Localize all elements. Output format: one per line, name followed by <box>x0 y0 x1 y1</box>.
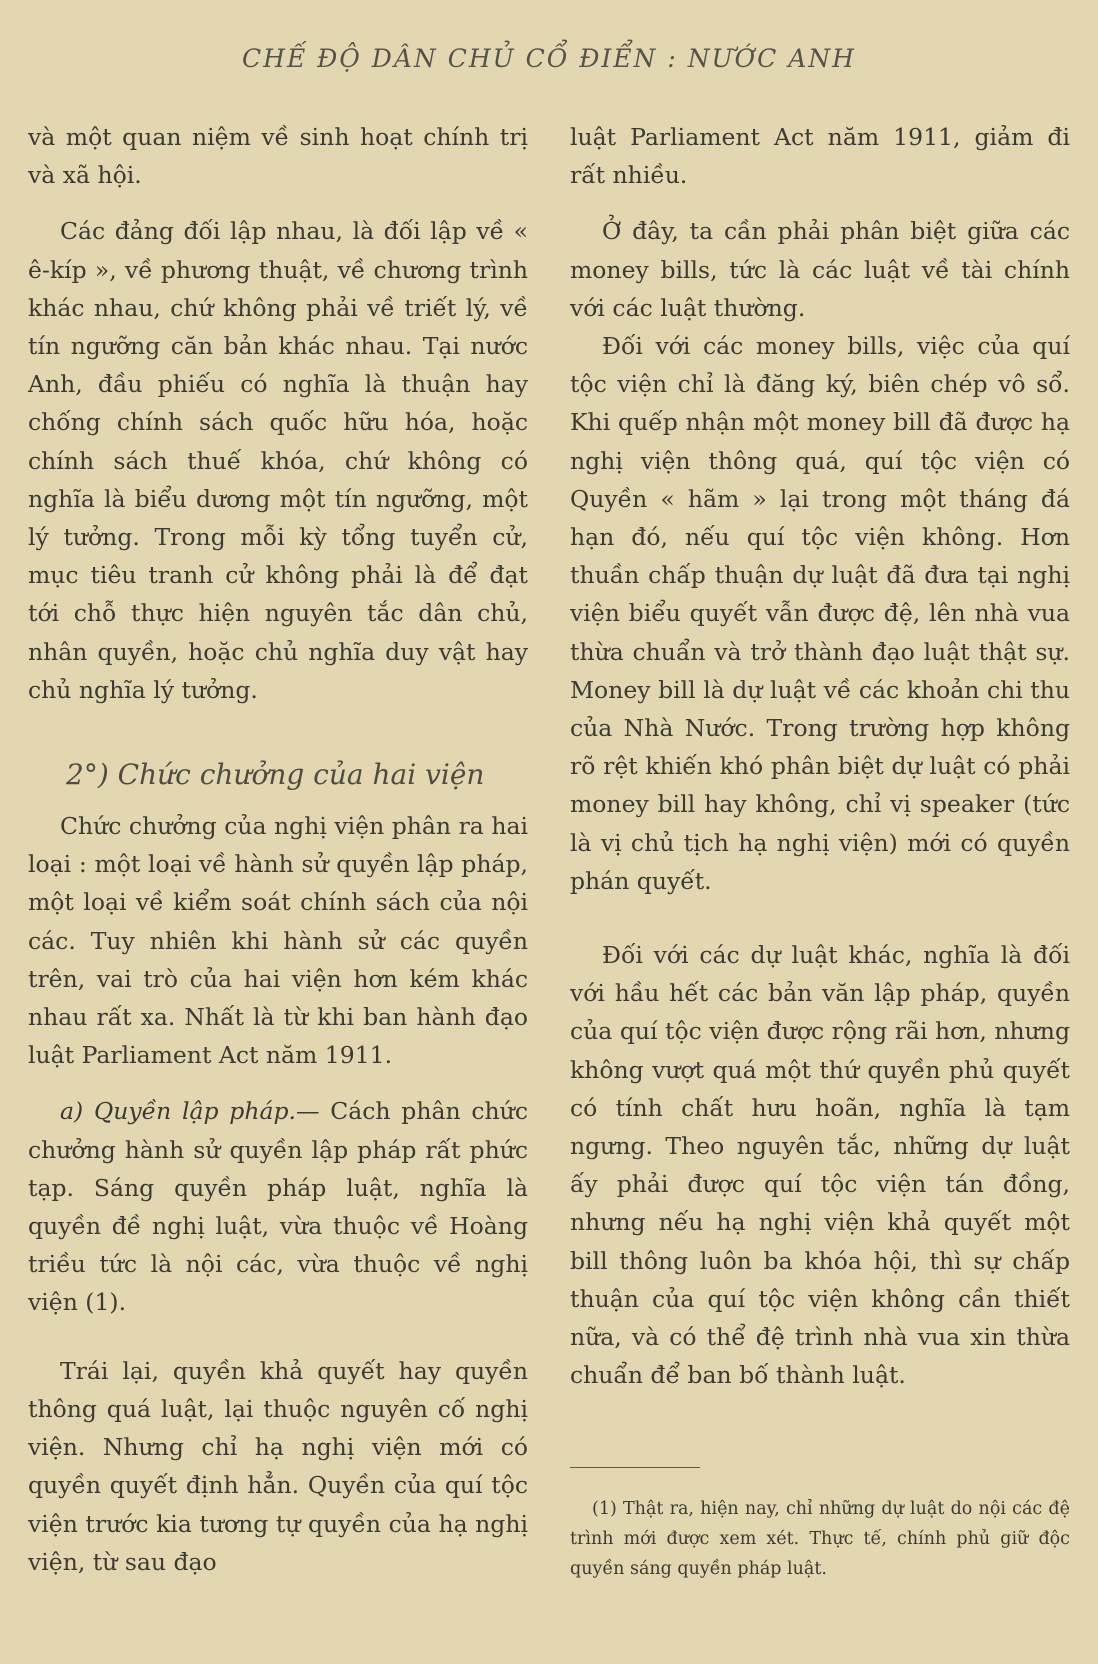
section-heading: 2°) Chức chưởng của hai viện <box>66 758 485 792</box>
paragraph: Chức chưởng của nghị viện phân ra hai loại : một loại về hành sử quyền lập pháp, một loại về kiểm soát chính sách của nội các. Tuy nhiên khi hành sử các quyền trên, vai trò của hai viện hơn kém khác nhau rất xa. Nhất là từ khi ban hành đạo luật Parliament Act năm 1911. <box>28 812 528 1070</box>
paragraph: Ở đây, ta cần phải phân biệt giữa các money bills, tức là các luật về tài chính với các luật thường. <box>570 217 1070 322</box>
paragraph <box>28 1092 528 1321</box>
footnote-divider <box>570 1467 700 1468</box>
paragraph: và một quan niệm về sinh hoạt chính trị và xã hội. <box>28 123 528 190</box>
running-header: CHẾ ĐỘ DÂN CHỦ CỔ ĐIỂN : NƯỚC ANH <box>242 44 856 73</box>
footnote: (1) Thật ra, hiện nay, chỉ những dự luật do nội các đệ trình mới được xem xét. Thực tế, chính phủ giữ độc quyền sáng quyền pháp luật. <box>570 1498 1070 1579</box>
paragraph: Đối với các dự luật khác, nghĩa là đối với hầu hết các bản văn lập pháp, quyền của quí tộc viện được rộng rãi hơn, nhưng không vượt quá một thứ quyền phủ quyết có tính chất hưu hoãn, nghĩa là tạm ngưng. Theo nguyên tắc, những dự luật ấy phải được quí tộc viện tán đồng, nhưng nếu hạ nghị viện khả quyết một bill thông luôn ba khóa hội, thì sự chấp thuận của quí tộc viện không cần thiết nữa, và có thể đệ trình nhà vua xin thừa chuẩn để ban bố thành luật. <box>570 941 1070 1390</box>
paragraph: Đối với các money bills, việc của quí tộc viện chỉ là đăng ký, biên chép vô sổ. Khi quếp nhận một money bill đã được hạ nghị viện thông quá, quí tộc viện có Quyền « hãm » lại trong một tháng đá hạn đó, nếu quí tộc viện không. Hơn thuần chấp thuận dự luật đã đưa tại nghị viện biểu quyết vẫn được đệ, lên nhà vua thừa chuẩn và trở thành đạo luật thật sự. Money bill là dự luật về các khoản chi thu của Nhà Nước. Trong trường hợp không rõ rệt khiến khó phân biệt dự luật có phải money bill hay không, chỉ vị speaker (tức là vị chủ tịch hạ nghị viện) mới có quyền phán quyết. <box>570 332 1070 895</box>
paragraph: luật Parliament Act năm 1911, giảm đi rất nhiều. <box>570 123 1070 190</box>
right-column <box>570 118 1070 1584</box>
sub-heading: a) Quyền lập pháp.— <box>60 1097 320 1126</box>
left-column <box>28 118 528 1581</box>
paragraph: Các đảng đối lập nhau, là đối lập về « ê-kíp », về phương thuật, về chương trình khác nhau, chứ không phải về triết lý, về tín ngưỡng căn bản khác nhau. Tại nước Anh, đầu phiếu có nghĩa là thuận hay chống chính sách quốc hữu hóa, hoặc chính sách thuế khóa, chứ không có nghĩa là biểu dương một tín ngưỡng, một lý tưởng. Trong mỗi kỳ tổng tuyển cử, mục tiêu tranh cử không phải là để đạt tới chỗ thực hiện nguyên tắc dân chủ, nhân quyền, hoặc chủ nghĩa duy vật hay chủ nghĩa lý tưởng. <box>28 217 528 704</box>
paragraph-text: Cách phân chức chưởng hành sử quyền lập pháp rất phức tạp. Sáng quyền pháp luật, nghĩa là quyền đề nghị luật, vừa thuộc về Hoàng triều tức là nội các, vừa thuộc về nghị viện (1). <box>28 1097 528 1317</box>
paragraph: Trái lại, quyền khả quyết hay quyền thông quá luật, lại thuộc nguyên cố nghị viện. Nhưng chỉ hạ nghị viện mới có quyền quyết định hẳn. Quyền của quí tộc viện trước kia tương tự quyền của hạ nghị viện, từ sau đạo <box>28 1356 528 1576</box>
